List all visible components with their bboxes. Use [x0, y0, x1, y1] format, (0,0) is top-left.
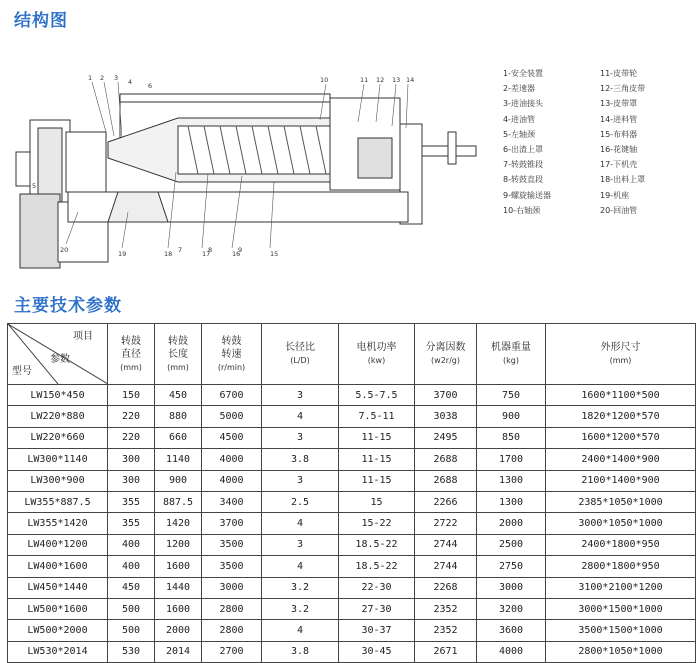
table-cell: 2750 [477, 556, 546, 577]
table-cell: 1140 [155, 449, 202, 470]
col-header-unit: (kw) [367, 356, 386, 365]
table-cell: 3000*1500*1000 [546, 598, 696, 619]
table-cell: 500 [108, 598, 155, 619]
table-cell: 2800 [202, 598, 262, 619]
table-cell: 4000 [202, 449, 262, 470]
table-cell: 2744 [415, 534, 477, 555]
table-row [8, 641, 696, 662]
callout-1: 1 [88, 74, 93, 82]
table-cell: 2266 [415, 491, 477, 512]
callout-19: 19 [118, 250, 127, 258]
table-cell: 1700 [477, 449, 546, 470]
callout-3: 3 [114, 74, 119, 82]
col-header-unit: (w2r/g) [431, 356, 460, 365]
legend-item: 11-皮带轮 [600, 69, 638, 78]
legend-right-column [600, 66, 645, 218]
table-row [8, 620, 696, 641]
table-cell: 3.2 [262, 598, 339, 619]
table-cell: 2671 [415, 641, 477, 662]
legend-item: 19-机座 [600, 190, 630, 200]
table-cell: 3600 [477, 620, 546, 641]
table-cell: 220 [108, 406, 155, 427]
col-header-label: 转鼓 长度 [168, 335, 188, 360]
table-cell: 1600*1200*570 [546, 427, 696, 448]
table-cell: 2688 [415, 470, 477, 491]
table-cell: 1300 [477, 491, 546, 512]
table-cell: 30-37 [339, 620, 415, 641]
table-cell: 2.5 [262, 491, 339, 512]
legend-left-column [503, 66, 551, 218]
col-header-label: 外形尺寸 [600, 342, 641, 353]
table-cell: 1200 [155, 534, 202, 555]
table-cell: 2688 [415, 449, 477, 470]
col-header [262, 324, 339, 385]
table-cell: 2800 [202, 620, 262, 641]
legend-item: 15-布料器 [600, 129, 638, 139]
table-cell: 220 [108, 427, 155, 448]
table-cell: 400 [108, 534, 155, 555]
col-header-unit: (kg) [503, 356, 519, 365]
legend-item: 1-安全装置 [503, 69, 543, 78]
table-cell: 500 [108, 620, 155, 641]
model-cell: LW220*660 [8, 427, 108, 448]
table-cell: 4 [262, 406, 339, 427]
table-cell: 3700 [415, 385, 477, 406]
table-cell: 3.8 [262, 449, 339, 470]
col-header-unit: (L/D) [290, 356, 310, 365]
centrifuge-structure-diagram [8, 62, 486, 280]
col-header [546, 324, 696, 385]
col-header-label: 电机功率 [356, 342, 397, 353]
specs-table-body [8, 385, 696, 663]
table-cell: 1600*1100*500 [546, 385, 696, 406]
table-row [8, 556, 696, 577]
legend-item: 9-螺旋输送器 [503, 190, 551, 200]
model-cell: LW400*1200 [8, 534, 108, 555]
col-header [415, 324, 477, 385]
model-cell: LW300*900 [8, 470, 108, 491]
table-cell: 400 [108, 556, 155, 577]
table-cell: 11-15 [339, 427, 415, 448]
table-cell: 450 [155, 385, 202, 406]
table-cell: 300 [108, 470, 155, 491]
table-cell: 887.5 [155, 491, 202, 512]
model-cell: LW355*1420 [8, 513, 108, 534]
centrifuge-drawing [8, 62, 486, 280]
col-header-unit: (mm) [609, 356, 632, 365]
corner-header-cell [8, 324, 108, 385]
table-cell: 22-30 [339, 577, 415, 598]
callout-10: 10 [320, 76, 329, 84]
table-cell: 3400 [202, 491, 262, 512]
table-cell: 11-15 [339, 470, 415, 491]
table-row [8, 598, 696, 619]
callout-20: 20 [60, 246, 69, 254]
table-cell: 4500 [202, 427, 262, 448]
table-row [8, 577, 696, 598]
table-cell: 2352 [415, 620, 477, 641]
callout-4: 4 [128, 78, 133, 86]
table-cell: 6700 [202, 385, 262, 406]
model-cell: LW450*1440 [8, 577, 108, 598]
legend-item: 20-回油管 [600, 205, 638, 215]
table-cell: 2352 [415, 598, 477, 619]
table-cell: 3.8 [262, 641, 339, 662]
table-cell: 150 [108, 385, 155, 406]
table-cell: 11-15 [339, 449, 415, 470]
col-header-label: 长径比 [285, 342, 315, 353]
table-cell: 3.2 [262, 577, 339, 598]
legend-item: 13-皮带罩 [600, 99, 638, 109]
table-cell: 1820*1200*570 [546, 406, 696, 427]
table-cell: 750 [477, 385, 546, 406]
model-cell: LW220*880 [8, 406, 108, 427]
table-cell: 3 [262, 470, 339, 491]
table-cell: 1300 [477, 470, 546, 491]
model-cell: LW355*887.5 [8, 491, 108, 512]
table-cell: 3 [262, 534, 339, 555]
callout-13: 13 [392, 76, 401, 84]
table-cell: 3500 [202, 556, 262, 577]
table-cell: 1600 [155, 598, 202, 619]
table-cell: 900 [155, 470, 202, 491]
table-row [8, 385, 696, 406]
callout-17: 17 [202, 250, 211, 258]
model-cell: LW500*1600 [8, 598, 108, 619]
model-cell: LW150*450 [8, 385, 108, 406]
table-cell: 3500*1500*1000 [546, 620, 696, 641]
table-cell: 2744 [415, 556, 477, 577]
col-header-label: 分离因数 [425, 342, 466, 353]
col-header [155, 324, 202, 385]
table-cell: 15 [339, 491, 415, 512]
col-header [108, 324, 155, 385]
table-cell: 4 [262, 513, 339, 534]
table-cell: 2100*1400*900 [546, 470, 696, 491]
table-cell: 1420 [155, 513, 202, 534]
table-cell: 2495 [415, 427, 477, 448]
col-header [202, 324, 262, 385]
table-cell: 850 [477, 427, 546, 448]
table-cell: 2400*1400*900 [546, 449, 696, 470]
table-cell: 15-22 [339, 513, 415, 534]
corner-item-label: 项目 [73, 331, 93, 342]
legend-item: 5-左轴颈 [503, 129, 535, 139]
table-header-row [8, 324, 696, 385]
table-row [8, 534, 696, 555]
table-cell: 5000 [202, 406, 262, 427]
table-cell: 450 [108, 577, 155, 598]
table-cell: 2014 [155, 641, 202, 662]
table-cell: 3000 [202, 577, 262, 598]
table-row [8, 449, 696, 470]
table-cell: 3700 [202, 513, 262, 534]
col-header-label: 机器重量 [491, 342, 531, 353]
table-cell: 2500 [477, 534, 546, 555]
table-cell: 3 [262, 385, 339, 406]
legend-item: 18-出料上罩 [600, 175, 646, 185]
legend-item: 10-右轴颈 [503, 205, 541, 215]
legend-item: 4-进油管 [503, 114, 535, 124]
specs-section-title: 主要技术参数 [14, 296, 122, 316]
table-cell: 2000 [477, 513, 546, 534]
legend-item: 7-转鼓锥段 [503, 160, 543, 170]
table-row [8, 470, 696, 491]
table-cell: 880 [155, 406, 202, 427]
table-cell: 7.5-11 [339, 406, 415, 427]
table-cell: 3500 [202, 534, 262, 555]
table-row [8, 513, 696, 534]
legend-item: 12-三角皮带 [600, 84, 646, 94]
table-row [8, 491, 696, 512]
callout-18: 18 [164, 250, 173, 258]
table-cell: 530 [108, 641, 155, 662]
table-cell: 2400*1800*950 [546, 534, 696, 555]
col-header-label: 转鼓 直径 [121, 335, 141, 360]
table-cell: 2722 [415, 513, 477, 534]
col-header-unit: (mm) [167, 362, 189, 372]
legend-item: 8-转鼓直段 [503, 175, 543, 185]
callout-6: 6 [148, 82, 153, 90]
table-cell: 660 [155, 427, 202, 448]
callout-14: 14 [406, 76, 415, 84]
callout-7: 7 [178, 246, 183, 254]
callout-12: 12 [376, 76, 385, 84]
table-cell: 18.5-22 [339, 556, 415, 577]
table-cell: 30-45 [339, 641, 415, 662]
table-cell: 18.5-22 [339, 534, 415, 555]
table-cell: 2268 [415, 577, 477, 598]
specs-table [7, 323, 696, 663]
callout-8: 8 [208, 246, 213, 254]
model-cell: LW530*2014 [8, 641, 108, 662]
table-cell: 4000 [202, 470, 262, 491]
legend-item: 14-进料管 [600, 114, 638, 124]
table-cell: 3038 [415, 406, 477, 427]
legend-item: 17-下机壳 [600, 160, 638, 170]
legend-item: 2-差速器 [503, 84, 535, 94]
table-cell: 1440 [155, 577, 202, 598]
table-cell: 1600 [155, 556, 202, 577]
table-cell: 3 [262, 427, 339, 448]
table-cell: 4 [262, 556, 339, 577]
table-cell: 355 [108, 513, 155, 534]
legend-item: 6-出渣上罩 [503, 145, 543, 155]
callout-11: 11 [360, 76, 369, 84]
callout-16: 16 [232, 250, 241, 258]
callout-2: 2 [100, 74, 105, 82]
model-cell: LW400*1600 [8, 556, 108, 577]
col-header-unit: (r/min) [217, 362, 246, 372]
table-cell: 355 [108, 491, 155, 512]
table-cell: 300 [108, 449, 155, 470]
col-header [339, 324, 415, 385]
corner-param-label: 参数 [50, 354, 70, 365]
table-cell: 4000 [477, 641, 546, 662]
table-cell: 2700 [202, 641, 262, 662]
table-cell: 2800*1050*1000 [546, 641, 696, 662]
callout-15: 15 [270, 250, 279, 258]
model-cell: LW300*1140 [8, 449, 108, 470]
table-cell: 4 [262, 620, 339, 641]
table-cell: 2385*1050*1000 [546, 491, 696, 512]
table-cell: 27-30 [339, 598, 415, 619]
table-cell: 3000*1050*1000 [546, 513, 696, 534]
corner-model-label: 型号 [12, 366, 32, 377]
table-row [8, 406, 696, 427]
col-header-unit: (mm) [120, 362, 142, 372]
table-cell: 3000 [477, 577, 546, 598]
table-cell: 5.5-7.5 [339, 385, 415, 406]
legend-item: 16-花键轴 [600, 145, 638, 155]
table-cell: 3200 [477, 598, 546, 619]
structure-section-title: 结构图 [14, 11, 68, 31]
callout-5: 5 [32, 182, 37, 190]
model-cell: LW500*2000 [8, 620, 108, 641]
col-header [477, 324, 546, 385]
table-cell: 2000 [155, 620, 202, 641]
col-header-label: 转鼓 转速 [221, 335, 242, 360]
table-cell: 900 [477, 406, 546, 427]
table-cell: 2800*1800*950 [546, 556, 696, 577]
table-row [8, 427, 696, 448]
table-cell: 3100*2100*1200 [546, 577, 696, 598]
callout-9: 9 [238, 246, 243, 254]
legend-item: 3-进油接头 [503, 99, 543, 109]
